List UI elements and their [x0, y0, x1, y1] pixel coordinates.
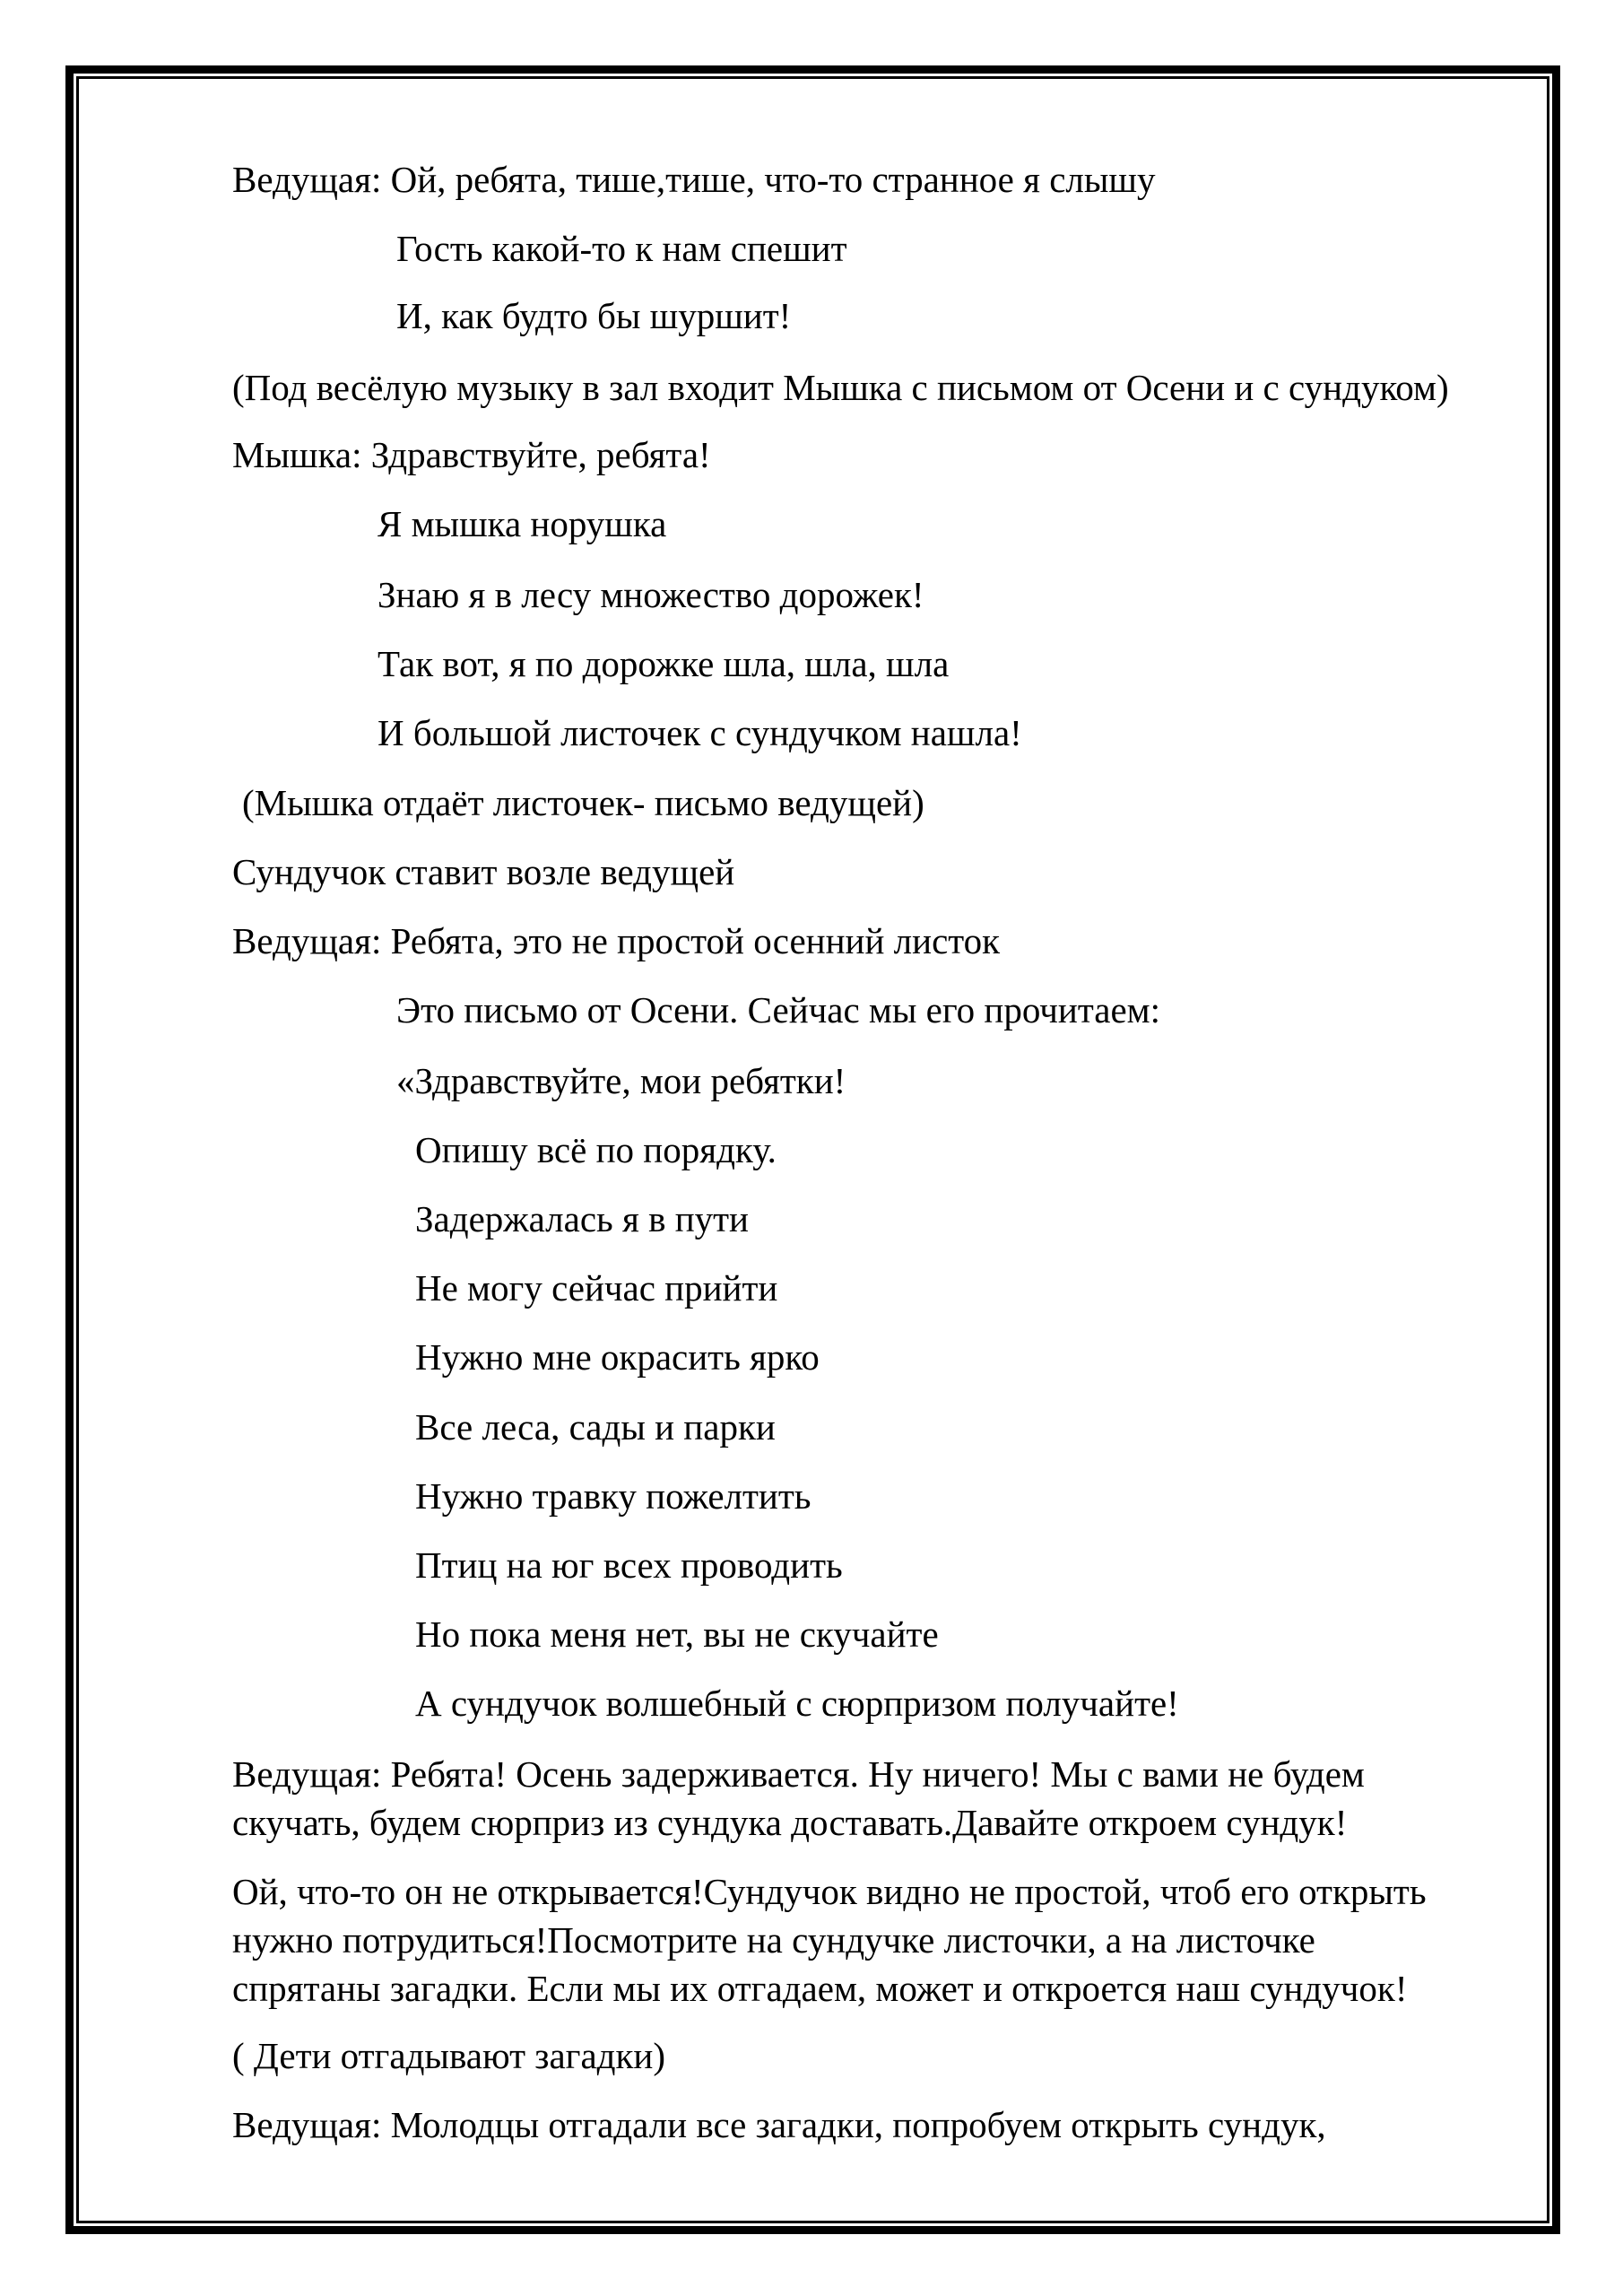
text-line: Сундучок ставит возле ведущей [232, 851, 735, 892]
text-line: Но пока меня нет, вы не скучайте [415, 1613, 939, 1655]
text-line: Нужно травку пожелтить [415, 1475, 812, 1517]
text-line: Это письмо от Осени. Сейчас мы его прочитаем: [396, 989, 1161, 1031]
text-line: Ведущая: Ребята! Осень задерживается. Ну ничего! Мы с вами не будем [232, 1753, 1365, 1795]
text-line: Знаю я в лесу множество дорожек! [378, 574, 924, 615]
text-line: Птиц на юг всех проводить [415, 1544, 843, 1586]
text-line: Все леса, сады и парки [415, 1406, 776, 1448]
text-line: Ведущая: Ой, ребята, тише,тише, что-то странное я слышу [232, 159, 1156, 200]
text-line: Ой, что-то он не открывается!Сундучок видно не простой, чтоб его открыть [232, 1871, 1427, 1912]
text-line: Мышка: Здравствуйте, ребята! [232, 434, 711, 475]
stage-direction: (Под весёлую музыку в зал входит Мышка с письмом от Осени и с сундуком) [232, 367, 1449, 408]
text-line: спрятаны загадки. Если мы их отгадаем, может и откроется наш сундучок! [232, 1968, 1408, 2009]
text-line: И, как будто бы шуршит! [396, 295, 792, 336]
text-line: Нужно мне окрасить ярко [415, 1336, 820, 1378]
text-line: А сундучок волшебный с сюрпризом получайте! [415, 1683, 1179, 1724]
text-line: Задержалась я в пути [415, 1198, 750, 1239]
text-line: Ведущая: Ребята, это не простой осенний листок [232, 920, 1001, 961]
text-line: Гость какой-то к нам спешит [396, 228, 847, 269]
text-line: «Здравствуйте, мои ребятки! [396, 1060, 846, 1101]
text-line: Я мышка норушка [378, 503, 667, 544]
text-line: Ведущая: Молодцы отгадали все загадки, попробуем открыть сундук, [232, 2104, 1326, 2145]
text-line: И большой листочек с сундучком нашла! [378, 712, 1022, 753]
text-line: скучать, будем сюрприз из сундука доставать.Давайте откроем сундук! [232, 1802, 1348, 1843]
text-line: Так вот, я по дорожке шла, шла, шла [378, 643, 950, 684]
text-line: Опишу всё по порядку. [415, 1129, 777, 1170]
stage-direction: ( Дети отгадывают загадки) [232, 2035, 666, 2076]
text-line: Не могу сейчас прийти [415, 1267, 778, 1309]
stage-direction: (Мышка отдаёт листочек- письмо ведущей) [242, 782, 924, 823]
text-line: нужно потрудиться!Посмотрите на сундучке листочки, а на листочке [232, 1919, 1315, 1961]
